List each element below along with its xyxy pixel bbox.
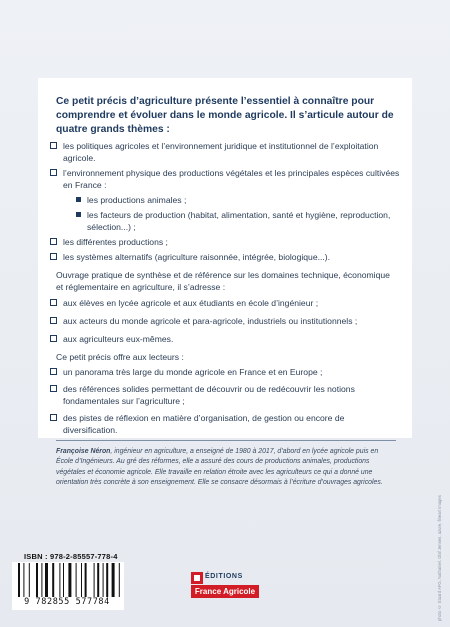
barcode-bar xyxy=(81,563,82,597)
themes-list xyxy=(50,140,400,266)
barcode-bar xyxy=(68,563,71,597)
barcode-icon xyxy=(18,563,120,597)
isbn-label: ISBN : 978-2-85557-778-4 xyxy=(24,552,118,561)
checkbox-bullet-icon xyxy=(50,238,57,245)
list-item: des références solides permettant de découvrir ou de redécouvrir les notions fondamentales sur l’agriculture ; xyxy=(50,383,400,407)
list-item: les politiques agricoles et l’environnement juridique et institutionnel de l’exploitation agricole. xyxy=(50,140,400,164)
checkbox-bullet-icon xyxy=(50,253,57,260)
checkbox-bullet-icon xyxy=(50,414,57,421)
list-item: aux agriculteurs eux-mêmes. xyxy=(50,333,400,345)
audience-list xyxy=(50,297,400,348)
checkbox-bullet-icon xyxy=(50,169,57,176)
checkbox-bullet-icon xyxy=(50,317,57,324)
offer-intro: Ce petit précis offre aux lecteurs : xyxy=(56,352,184,362)
list-item: des pistes de réflexion en matière d’organisation, de gestion ou encore de diversification. xyxy=(50,412,400,436)
publisher-logo-icon xyxy=(191,572,203,584)
checkbox-bullet-icon xyxy=(50,368,57,375)
checkbox-bullet-icon xyxy=(50,299,57,306)
list-item: les systèmes alternatifs (agriculture raisonnée, intégrée, biologique...). xyxy=(50,251,400,263)
list-item: l’environnement physique des productions végétales et les principales espèces cultivées en France : les productions animales ; les facteurs de production (habitat, alimentation, santé et hygiène, reproduction, sélection...) ; xyxy=(50,167,400,233)
photo-credits: photo © Stuard AFG, Nathaniel, Olaf Jensen, azure, fineart images xyxy=(437,495,442,621)
barcode-bar xyxy=(85,563,87,597)
barcode-number: 9 782855 577784 xyxy=(24,597,110,607)
checkbox-bullet-icon xyxy=(50,142,57,149)
list-item: aux acteurs du monde agricole et para-agricole, industriels ou institutionnels ; xyxy=(50,315,400,327)
checkbox-bullet-icon xyxy=(50,385,57,392)
sub-list-item: les facteurs de production (habitat, alimentation, santé et hygiène, reproduction, sélection...) ; xyxy=(63,209,400,233)
list-item: un panorama très large du monde agricole en France et en Europe ; xyxy=(50,366,400,378)
barcode-bar xyxy=(106,563,108,597)
barcode-bar xyxy=(45,563,48,597)
barcode-bar xyxy=(63,563,64,597)
barcode-bar xyxy=(18,563,20,597)
barcode-bar xyxy=(97,563,99,597)
checkbox-bullet-icon xyxy=(50,335,57,342)
barcode-bar xyxy=(112,563,115,597)
barcode-bar xyxy=(41,563,42,597)
barcode-bar xyxy=(59,563,60,597)
barcode-bar xyxy=(103,563,104,597)
publisher-top-text: ÉDITIONS xyxy=(205,573,243,580)
list-item: aux élèves en lycée agricole et aux étudiants en école d’ingénieur ; xyxy=(50,297,400,309)
square-bullet-icon xyxy=(76,197,81,202)
publisher-name: France Agricole xyxy=(191,585,259,598)
author-bio: Françoise Néron, ingénieur en agriculture, a enseigné de 1980 à 2017, d’abord en lycée agricole puis en École d’Ingénieurs. Au gré des réformes, elle a assuré des cours de productions animales, productions végétales et économie agricole. Elle travaille en relation étroite avec les agriculteurs ce qui a donné une orientation très concrète à son enseignement. Elle se consacre désormais à l’écriture d’ouvrages agricoles. xyxy=(56,448,383,487)
publisher-logo xyxy=(191,572,259,600)
square-bullet-icon xyxy=(76,212,81,217)
barcode-bar xyxy=(29,563,30,597)
intro-text: Ce petit précis d’agriculture présente l’essentiel à connaître pour comprendre et évoluer dans le monde agricole. Il s’articule autour de quatre grands thèmes : xyxy=(56,96,394,135)
offer-list xyxy=(50,366,400,439)
barcode-bar xyxy=(119,563,120,597)
barcode-bar xyxy=(76,563,77,597)
divider xyxy=(56,440,396,441)
list-item: les différentes productions ; xyxy=(50,236,400,248)
audience-intro: Ouvrage pratique de synthèse et de référence sur les domaines technique, économique et réglementaire en agriculture, il s’adresse : xyxy=(56,270,390,292)
barcode-bar xyxy=(23,563,24,597)
barcode-bar xyxy=(36,563,38,597)
author-name: Françoise Néron xyxy=(56,448,111,455)
barcode-bar xyxy=(94,563,95,597)
sub-list-item: les productions animales ; xyxy=(63,194,400,206)
barcode-bar xyxy=(52,563,54,597)
